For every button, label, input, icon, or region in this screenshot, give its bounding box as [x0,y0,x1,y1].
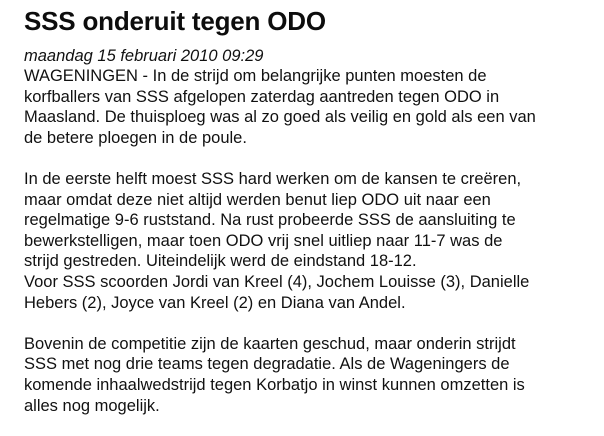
paragraph-line: maar omdat deze niet altijd werden benut liep ODO uit naar een [24,190,491,209]
paragraph-line: Hebers (2), Joyce van Kreel (2) en Diana van Andel. [24,293,406,312]
paragraph-line: Bovenin de competitie zijn de kaarten geschud, maar onderin strijdt [24,334,516,353]
paragraph-line: WAGENINGEN - In de strijd om belangrijke punten moesten de [24,67,487,85]
article-date: maandag 15 februari 2010 09:29 [24,47,264,65]
paragraph-line: de betere ploegen in de poule. [24,128,247,147]
article-title: SSS onderuit tegen ODO [24,6,326,36]
article-paragraph-scorers [24,272,596,313]
paragraph-line: korfballers van SSS afgelopen zaterdag aantreden tegen ODO in [24,87,500,106]
paragraph-line: Voor SSS scoorden Jordi van Kreel (4), Jochem Louisse (3), Danielle [24,272,530,291]
paragraph-line: strijd gestreden. Uiteindelijk werd de eindstand 18-12. [24,252,417,271]
article-paragraph-outlook [24,334,596,416]
paragraph-line: regelmatige 9-6 ruststand. Na rust probeerde SSS de aansluiting te [24,211,516,230]
article-paragraph-intro [24,66,596,148]
paragraph-line: SSS met nog drie teams tegen degradatie. Als de Wageningers de [24,355,510,374]
paragraph-line: alles nog mogelijk. [24,396,160,415]
paragraph-line: Maasland. De thuisploeg was al zo goed als veilig en gold als een van [24,108,536,127]
article-paragraph-match [24,169,596,272]
paragraph-line: bewerkstelligen, maar toen ODO vrij snel uitliep naar 11-7 was de [24,231,503,250]
paragraph-line: komende inhaalwedstrijd tegen Korbatjo in winst kunnen omzetten is [24,375,525,394]
paragraph-line: In de eerste helft moest SSS hard werken om de kansen te creëren, [24,169,522,188]
